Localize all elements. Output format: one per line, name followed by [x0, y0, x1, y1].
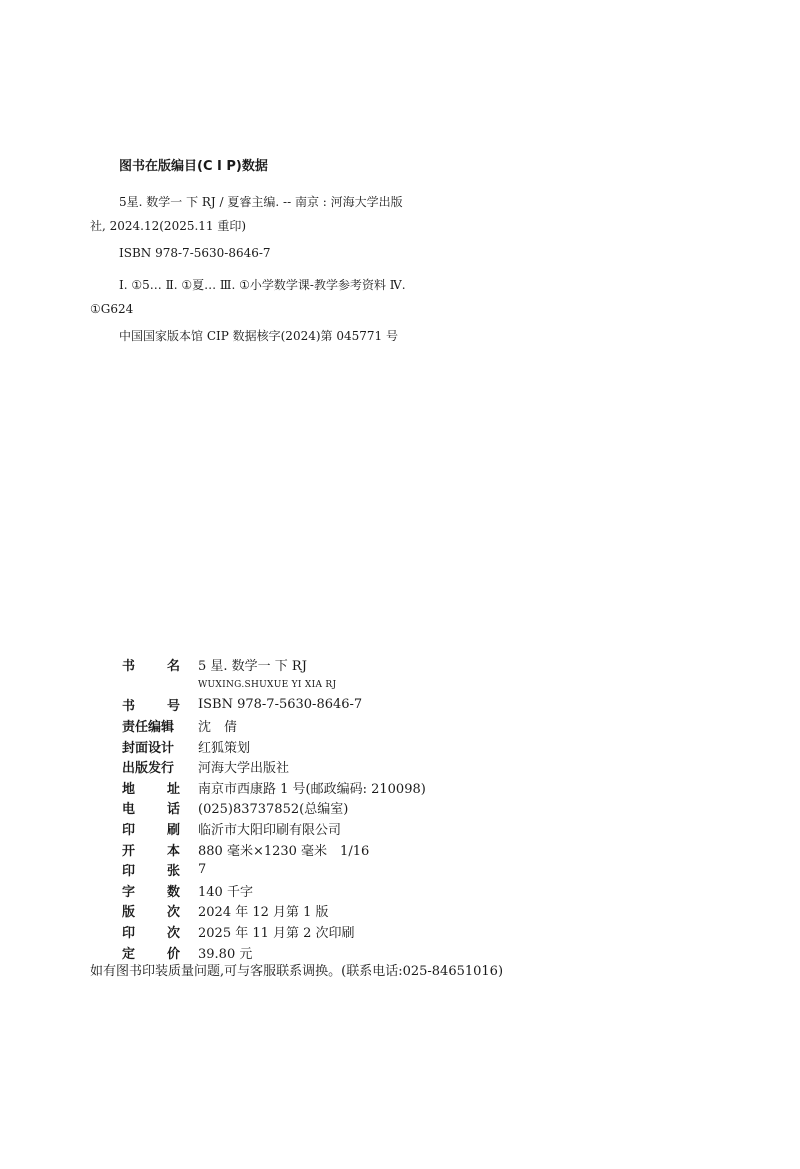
sheets-label: 印 张	[122, 864, 180, 880]
editor-value: 沈 倩	[198, 719, 238, 735]
info-row-format	[122, 839, 426, 860]
publication-info-table	[122, 654, 426, 962]
info-row-sheets	[122, 859, 426, 880]
cip-isbn-line: ISBN 978-7-5630-8646-7	[119, 246, 271, 260]
info-row-edition	[122, 901, 426, 922]
info-row-words	[122, 880, 426, 901]
quality-notice: 如有图书印装质量问题,可与客服联系调换。(联系电话:025-84651016)	[90, 964, 504, 979]
sheets-value: 7	[198, 862, 207, 878]
cip-number-line: 中国国家版本馆 CIP 数据核字(2024)第 045771 号	[119, 329, 398, 343]
info-row-title	[122, 654, 426, 675]
info-row-publisher	[122, 756, 426, 777]
cip-bibliographic-line: 5星. 数学一 下 RJ / 夏睿主编. -- 南京 : 河海大学出版社, 2024.12(2025.11 重印)	[90, 195, 403, 233]
phone-label: 电 话	[122, 802, 180, 818]
info-row-impression	[122, 921, 426, 942]
info-row-printer	[122, 818, 426, 839]
info-row-editor	[122, 715, 426, 736]
info-row-pinyin	[122, 675, 426, 695]
price-label: 定 价	[122, 946, 180, 962]
format-value: 880 毫米×1230 毫米 1/16	[198, 843, 370, 859]
address-value: 南京市西康路 1 号(邮政编码: 210098)	[198, 781, 426, 797]
title-value: 5 星. 数学一 下 RJ	[198, 658, 307, 674]
printer-value: 临沂市大阳印刷有限公司	[198, 822, 342, 838]
impression-label: 印 次	[122, 925, 180, 941]
info-row-address	[122, 777, 426, 798]
address-label: 地 址	[122, 781, 180, 797]
title-pinyin: WUXING.SHUXUE YI XIA RJ	[198, 679, 337, 690]
edition-value: 2024 年 12 月第 1 版	[198, 905, 329, 921]
info-row-phone	[122, 798, 426, 819]
printer-label: 印 刷	[122, 822, 180, 838]
words-value: 140 千字	[198, 884, 253, 900]
info-row-isbn	[122, 695, 426, 716]
impression-value: 2025 年 11 月第 2 次印刷	[198, 925, 355, 941]
price-value: 39.80 元	[198, 946, 253, 962]
isbn-value: ISBN 978-7-5630-8646-7	[198, 697, 363, 713]
publisher-value: 河海大学出版社	[198, 761, 290, 777]
info-row-cover	[122, 736, 426, 757]
isbn-label: 书 号	[122, 699, 180, 715]
words-label: 字 数	[122, 884, 180, 900]
editor-label: 责任编辑	[122, 719, 175, 735]
publisher-label: 出版发行	[122, 761, 175, 777]
cover-label: 封面设计	[122, 740, 175, 756]
format-label: 开 本	[122, 843, 180, 859]
phone-value: (025)83737852(总编室)	[198, 802, 349, 818]
cip-title: 图书在版编目(C I P)数据	[119, 159, 268, 174]
cip-block	[90, 155, 410, 351]
cover-value: 红狐策划	[198, 740, 251, 756]
cip-classification-line: Ⅰ. ①5… Ⅱ. ①夏… Ⅲ. ①小学数学课-教学参考资料 Ⅳ. ①G624	[90, 278, 406, 316]
edition-label: 版 次	[122, 905, 180, 921]
title-label: 书 名	[122, 658, 180, 674]
